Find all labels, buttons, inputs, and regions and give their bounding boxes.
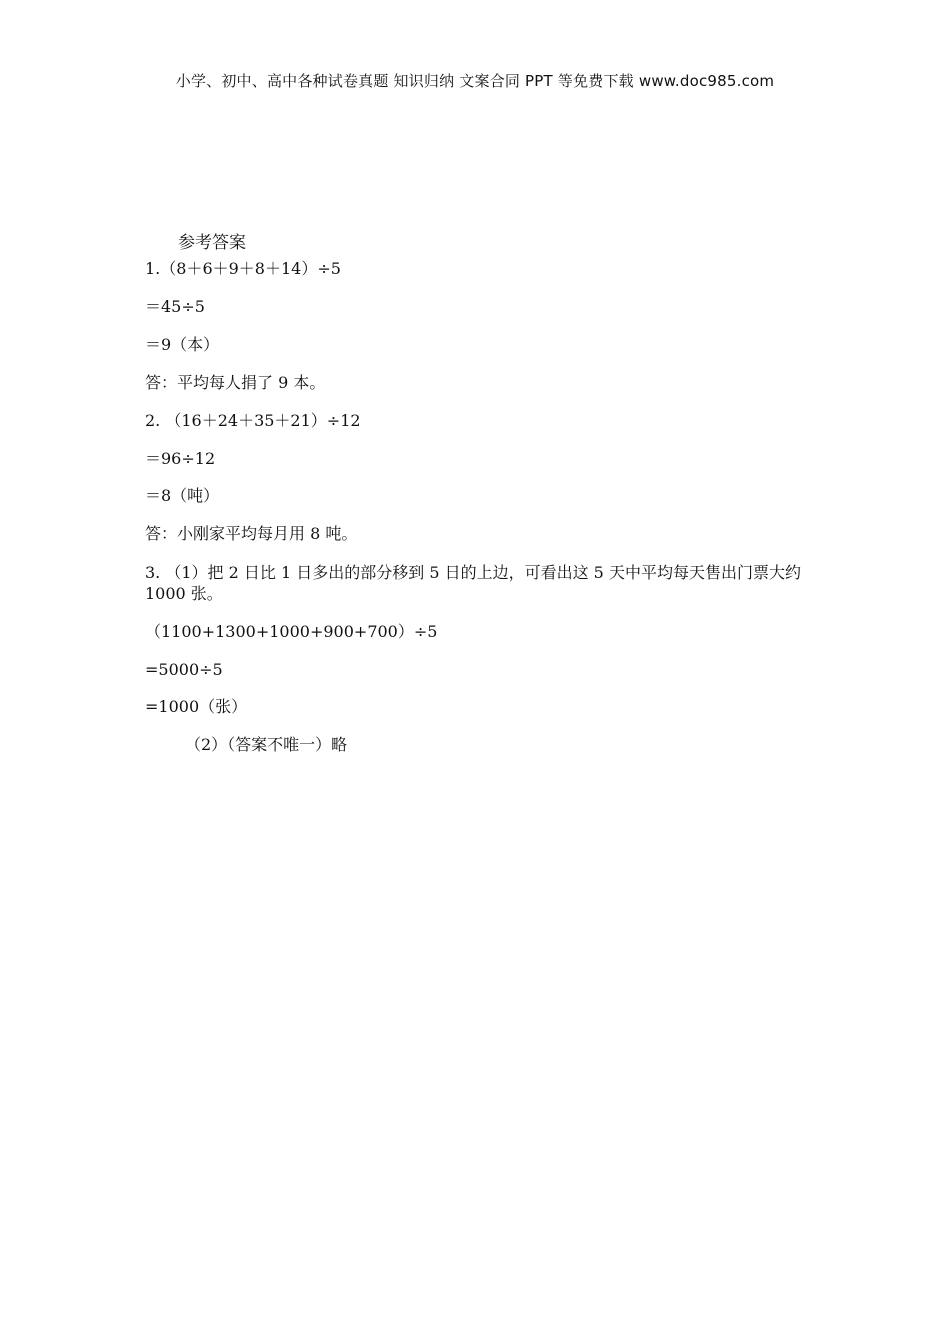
q3-step2: =5000÷5	[145, 660, 223, 679]
answer-title: 参考答案	[178, 233, 246, 253]
q3-step3: =1000（张）	[145, 697, 248, 716]
q3-part1-text: 3. （1）把 2 日比 1 日多出的部分移到 5 日的上边，可看出这 5 天中平均每天售出门票大约 1000 张。	[145, 563, 801, 603]
q3-expression: （1100+1300+1000+900+700）÷5	[145, 622, 438, 641]
q2-answer: 答：小刚家平均每月用 8 吨。	[145, 524, 358, 543]
q2-step3: ＝8（吨）	[145, 486, 220, 505]
q1-expression: 1.（8＋6＋9＋8＋14）÷5	[145, 259, 341, 278]
site-header-banner: 小学、初中、高中各种试卷真题 知识归纳 文案合同 PPT 等免费下载 www.doc985.com	[175, 72, 775, 90]
q2-step2: ＝96÷12	[145, 449, 216, 468]
q1-answer: 答：平均每人捐了 9 本。	[145, 373, 326, 392]
q1-step3: ＝9（本）	[145, 335, 220, 354]
q1-step2: ＝45÷5	[145, 297, 205, 316]
q3-part2-text: （2）（答案不唯一）略	[185, 735, 348, 754]
q2-expression: 2. （16＋24＋35＋21）÷12	[145, 411, 361, 430]
